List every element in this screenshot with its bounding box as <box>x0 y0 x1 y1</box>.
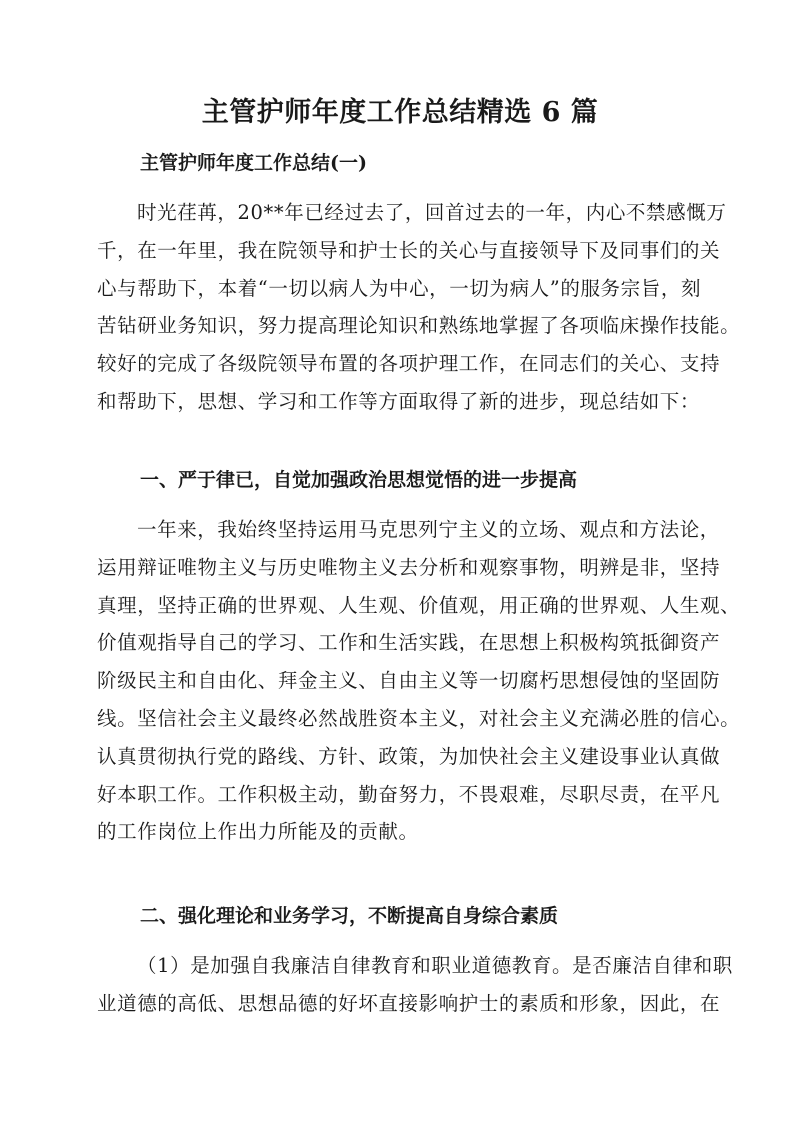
section-2-paragraph <box>97 947 733 1023</box>
paragraph-line: 运用辩证唯物主义与历史唯物主义去分析和观察事物，明辨是非，坚持 <box>97 555 721 579</box>
intro-paragraph <box>97 194 741 421</box>
paragraph-line: 一年来，我始终坚持运用马克思列宁主义的立场、观点和方法论， <box>137 518 720 541</box>
paragraph-line: 价值观指导自己的学习、工作和生活实践，在思想上积极构筑抵御资产 <box>97 631 721 655</box>
paragraph-line: 线。坚信社会主义最终必然战胜资本主义，对社会主义充满必胜的信心。 <box>97 706 741 730</box>
paragraph-line: 的工作岗位上作出力所能及的贡献。 <box>97 820 419 844</box>
paragraph-line: 和帮助下，思想、学习和工作等方面取得了新的进步，现总结如下： <box>97 389 701 413</box>
paragraph-line: 认真贯彻执行党的路线、方针、政策，为加快社会主义建设事业认真做 <box>97 744 721 768</box>
paragraph-line: 千，在一年里，我在院领导和护士长的关心与直接领导下及同事们的关 <box>97 238 721 262</box>
paragraph-line: 苦钻研业务知识，努力提高理论知识和熟练地掌握了各项临床操作技能。 <box>97 314 741 338</box>
document-title: 主管护师年度工作总结精选 6 篇 <box>201 97 599 128</box>
paragraph-line: 时光荏苒，20**年已经过去了，回首过去的一年，内心不禁感慨万 <box>137 201 727 224</box>
section-1-paragraph <box>97 511 741 851</box>
paragraph-line: 心与帮助下，本着“一切以病人为中心，一切为病人”的服务宗旨，刻 <box>97 276 702 300</box>
summary-subtitle: 主管护师年度工作总结(一) <box>140 152 367 174</box>
paragraph-line: 阶级民主和自由化、拜金主义、自由主义等一切腐朽思想侵蚀的坚固防 <box>97 669 721 693</box>
section-heading-1: 一、严于律已，自觉加强政治思想觉悟的进一步提高 <box>140 469 578 491</box>
paragraph-line: 真理，坚持正确的世界观、人生观、价值观，用正确的世界观、人生观、 <box>97 593 741 617</box>
paragraph-line: 好本职工作。工作积极主动，勤奋努力，不畏艰难，尽职尽责，在平凡 <box>97 782 721 806</box>
paragraph-line: 业道德的高低、思想品德的好坏直接影响护士的素质和形象，因此，在 <box>97 991 721 1015</box>
section-heading-2: 二、强化理论和业务学习，不断提高自身综合素质 <box>140 905 559 927</box>
paragraph-line: 较好的完成了各级院领导布置的各项护理工作，在同志们的关心、支持 <box>97 352 721 376</box>
paragraph-line: （1）是加强自我廉洁自律教育和职业道德教育。是否廉洁自律和职 <box>137 954 733 977</box>
